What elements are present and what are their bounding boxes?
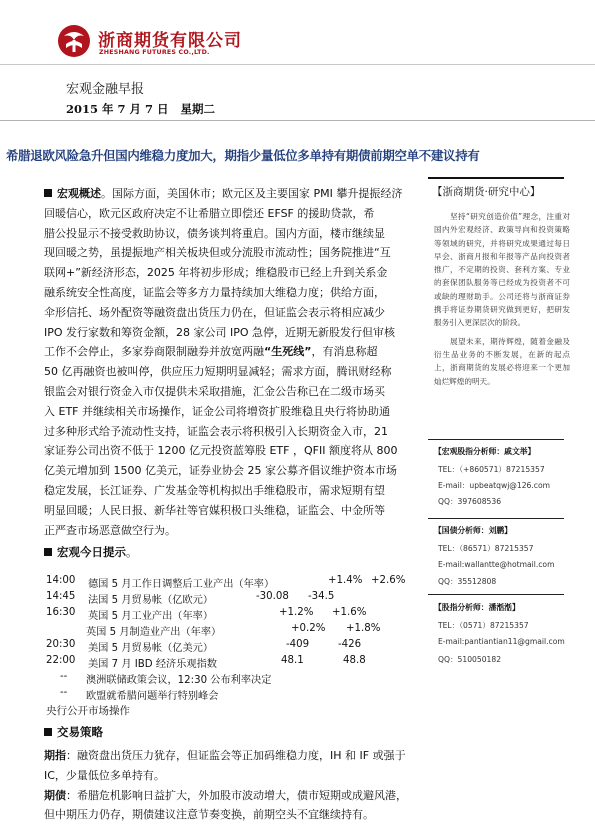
overview-line: 50 亿再融资也被叫停，供应压力短期明显减轻；需求方面，腾讯财经称 [44,365,392,379]
strategy-section-title: 交易策略 [44,724,103,740]
analyst-qq: QQ：397608536 [438,497,502,506]
sidebar-title: 【浙商期货·研究中心】 [432,186,541,198]
overview-line: 家证券公司出资不低于 1200 亿元投资蓝筹股 ETF ，QFII 额度将从 800 [44,444,398,458]
overview-line: 腊公投显示不接受救助协议，债务谈判将重启。国内方面，楼市继续显 [44,226,385,240]
macro-overview [44,184,424,540]
overview-line: 入 ETF 并继续相关市场操作，证金公司将增资扩股维稳且央行将协助通 [44,404,390,418]
sidebar-divider [428,439,564,440]
analyst-heading: 【股指分析师：潘湉湉】 [434,603,520,612]
analyst-tel: TEL：（86571）87215357 [438,544,534,553]
analyst-heading: 【宏观股指分析师：戚文举】 [434,447,536,456]
company-name-en: ZHESHANG FUTURES CO.,LTD. [99,49,210,56]
overview-label: 宏观概述 [57,187,101,200]
overview-line: 正严查市场恶意做空行为。 [44,523,176,537]
overview-line: 现回暖之势，虽提振地产相关板块但或分流股市流动性；国务院推进“互 [44,246,391,260]
analyst-heading: 【国债分析师：刘鹏】 [434,526,512,535]
overview-line: IPO 发行家数和筹资金额，28 家公司 IPO 急停，近期无新股发行但审核 [44,325,396,339]
sidebar-divider [428,518,564,519]
overview-line: 银监会对银行资金入市仅提供未采取措施，汇金公告称已在二级市场买 [44,384,385,398]
overview-line: 明显回暖；人民日报、新华社等官媒积极口头维稳，证监会、中金所等 [44,503,385,517]
analyst-email: E-mail:pantiantian11@gmail.com [438,637,565,646]
analyst-qq: QQ：35512808 [438,577,497,586]
bullet-icon [44,728,52,736]
overview-line: 回暖信心，欧元区政府决定不让希腊立即偿还 EFSF 的援助贷款，希 [44,206,375,220]
report-type: 宏观金融早报 [66,82,145,97]
overview-line: 联网+”新经济形态，2025 年将初步形成；维稳股市已经上升到关系金 [44,266,388,280]
sidebar-top-rule [428,177,564,179]
strategy-index: 期指：融资盘出货压力犹存，但证监会等正加码维稳力度，IH 和 IF 或强于 [44,749,406,762]
bullet-icon [44,548,52,556]
company-name-cn: 浙商期货有限公司 [98,31,242,51]
bullet-icon [44,189,52,197]
analyst-qq: QQ：510050182 [438,655,502,664]
zheshang-logo-icon [57,24,91,58]
headline: 希腊退欧风险急升但国内维稳力度加大，期指少量低位多单持有期债前期空单不建议持有 [6,148,480,163]
overview-line: 融系统安全性高度，证监会等多方力量持续加大维稳力度；供给方面， [44,285,385,299]
overview-line: 伞形信托、场外配资等融资盘出货压力仍在，但证监会表示将相应减少 [44,305,385,319]
calendar-footer: 央行公开市场操作 [46,705,130,717]
overview-line: 过多种形式给予流动性支持，证监会表示将积极引入长期资金入市，21 [44,424,388,438]
analyst-tel: TEL：（0571）87215357 [438,621,529,630]
overview-line: 工作不会停止，多家券商限制融券并放宽两融“生死线”，有消息称超 [44,345,378,359]
overview-line: 亿美元增加到 1500 亿美元，证券业协会 25 家公募齐倡议维护资本市场 [44,464,397,478]
strategy-text: 期指：融资盘出货压力犹存，但证监会等正加码维稳力度，IH 和 IF 或强于 IC，少量低位多单持有。 期债：希腊危机影响日益扩大，外加股市波动增大，债市短期或成避风港， 但中期压力仍存，期债建议注意节奏变换，前期空头不宜继续持有。 [44,746,424,825]
report-date: 2015 年 7 月 7 日 星期二 [66,102,216,116]
header-divider [0,64,595,65]
overview-line: 宏观概述。国际方面，美国休市；欧元区及主要国家 PMI 攀升提振经济 [44,184,424,204]
date-divider [0,120,595,121]
analyst-email: E-mail:wallantte@hotmail.com [438,560,555,569]
today-section-title: 宏观今日提示。 [44,544,138,560]
strategy-bond: 期债：希腊危机影响日益扩大，外加股市波动增大，债市短期或成避风港， [44,788,407,802]
analyst-email: E-mail：upbeatqwj@126.com [438,481,551,490]
overview-line: 稳定发展，长江证券、广发基金等机构拟出手维稳股市，需求短期有望 [44,483,385,497]
sidebar-divider [428,594,564,595]
analyst-tel: TEL：（+860571）87215357 [438,465,545,474]
sidebar-intro: 坚持“研究创造价值”理念，注重对国内外宏观经济、政策导向和投资策略等领域的研究，并将研究成果通过每日早会、浙商月报和年报等产品向投资者推广，不定期的投资、套利方案、专业的套保团队服务等已经成为投资者不可或缺的理财助手。公司还将与浙商证券携手将证券期货研究做到更好，把研发服务引入更深层次的阶段。 展望未来，期待辉煌，随着金融及衍生品业务的不断发展，在新的起点上，浙商期货的发展必将迎来一个更加灿烂辉煌的明天。 [434,212,570,386]
